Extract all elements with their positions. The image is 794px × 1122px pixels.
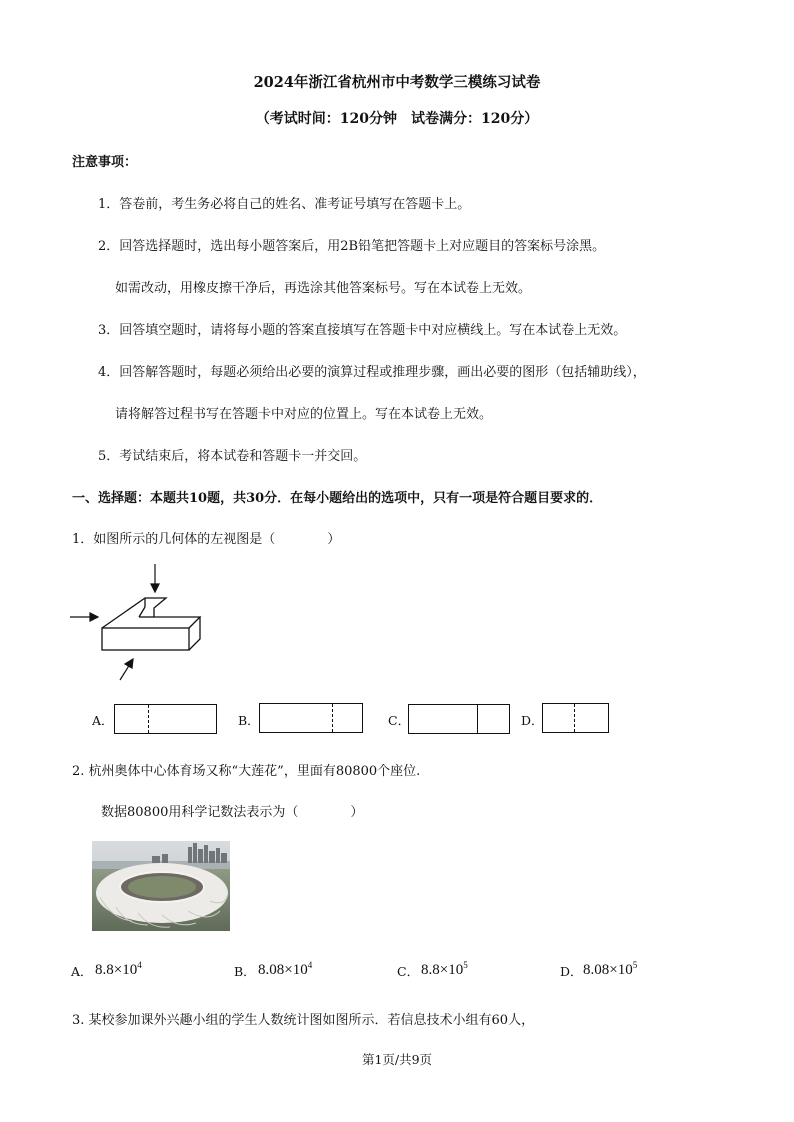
stadium-photo [92,841,230,931]
q1-option-b-figure[interactable] [259,703,363,733]
q2-option-d-mantissa: 8.08×10 [583,962,633,978]
q2-option-c-exponent: 5 [463,960,468,970]
q2-option-c-mantissa: 8.8×10 [421,962,464,978]
q2-option-d-label[interactable]: D． [560,964,583,979]
q2-option-b-value[interactable] [258,960,312,979]
q1-option-d-figure[interactable] [542,703,609,733]
q2-option-d-exponent: 5 [632,960,638,970]
q1-option-c-label[interactable]: C． [388,713,411,728]
notice-item-1: 1．答卷前，考生务必将自己的姓名、准考证号填写在答题卡上。 [98,197,471,212]
page-number: 第1页/共9页 [361,1052,433,1067]
q2-option-b-exponent: 4 [307,960,313,970]
q1-option-d-label[interactable]: D． [521,713,544,728]
q2-option-b-mantissa: 8.08×10 [258,962,308,978]
q2-option-c-label[interactable]: C． [397,964,420,979]
page-title: 2024年浙江省杭州市中考数学三模练习试卷 [253,74,541,91]
page-subtitle: （考试时间：120分钟 试卷满分：120分） [255,111,539,127]
q2-option-a-label[interactable]: A． [71,964,93,979]
q1-solid-figure [60,560,220,690]
q2-option-a-mantissa: 8.8×10 [95,962,138,978]
notice-item-2: 2．回答选择题时，选出每小题答案后，用2B铅笔把答题卡上对应题目的答案标号涂黑。 [98,239,606,254]
q2-option-a-exponent: 4 [137,960,142,970]
q2-option-b-label[interactable]: B． [234,964,256,979]
notice-item-2-cont: 如需改动，用橡皮擦干净后，再选涂其他答案标号。写在本试卷上无效。 [115,281,532,296]
q2-option-a-value[interactable] [95,960,142,979]
question-1-text: 1．如图所示的几何体的左视图是（ ） [72,532,341,547]
q1-option-a-figure[interactable] [114,704,217,734]
notice-item-4: 4．回答解答题时，每题必须给出必要的演算过程或推理步骤，画出必要的图形（包括辅助线）， [98,365,646,380]
q1-option-b-label[interactable]: B． [238,713,260,728]
notice-item-4-cont: 请将解答过程书写在答题卡中对应的位置上。写在本试卷上无效。 [115,407,493,422]
q1-option-a-label[interactable]: A． [92,713,114,728]
notice-item-5: 5．考试结束后，将本试卷和答题卡一并交回。 [98,449,367,464]
q2-option-d-value[interactable] [583,960,637,979]
q1-option-c-figure[interactable] [408,704,510,734]
q2-option-c-value[interactable] [421,960,468,979]
notice-item-3: 3．回答填空题时，请将每小题的答案直接填写在答题卡中对应横线上。写在本试卷上无效。 [98,323,627,338]
question-2-subtext: 数据80800用科学记数法表示为（ ） [101,805,364,820]
question-2-text: 2. 杭州奥体中心体育场又称“大莲花”，里面有80800个座位. [72,764,421,779]
notice-heading: 注意事项： [72,155,138,170]
question-3-text: 3. 某校参加课外兴趣小组的学生人数统计图如图所示．若信息技术小组有60人， [72,1013,535,1028]
section-heading-choice: 一、选择题：本题共10题，共30分．在每小题给出的选项中，只有一项是符合题目要求的． [72,491,603,506]
